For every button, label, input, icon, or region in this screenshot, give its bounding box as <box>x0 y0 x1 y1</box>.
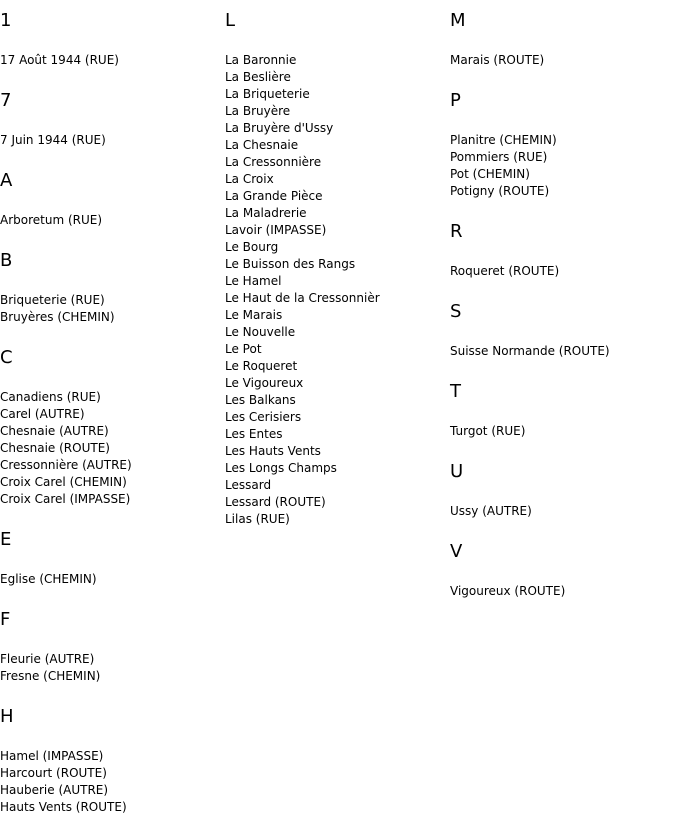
street-link[interactable]: Ussy (AUTRE) <box>450 504 532 518</box>
section-letter-heading: A <box>0 170 13 191</box>
street-list <box>0 212 225 229</box>
street-list <box>450 503 675 520</box>
street-list <box>450 52 675 69</box>
street-link[interactable]: Le Vigoureux <box>225 376 304 390</box>
street-link[interactable]: Planitre (CHEMIN) <box>450 133 557 147</box>
letter-section <box>450 381 675 440</box>
street-link[interactable]: Pot (CHEMIN) <box>450 167 530 181</box>
street-link[interactable]: Chesnaie (AUTRE) <box>0 424 109 438</box>
street-link[interactable]: La Bruyère <box>225 104 291 118</box>
street-link[interactable]: Les Longs Champs <box>225 461 337 475</box>
street-link[interactable]: La Maladrerie <box>225 206 307 220</box>
section-letter-heading: T <box>450 381 461 402</box>
street-list <box>450 132 675 200</box>
street-list <box>0 651 225 685</box>
letter-section <box>450 301 675 360</box>
letter-section <box>0 706 225 816</box>
street-list <box>450 263 675 280</box>
street-link[interactable]: Le Roqueret <box>225 359 298 373</box>
street-link[interactable]: Carel (AUTRE) <box>0 407 85 421</box>
section-letter-heading: C <box>0 347 13 368</box>
street-link[interactable]: Chesnaie (ROUTE) <box>0 441 110 455</box>
street-link[interactable]: Canadiens (RUE) <box>0 390 101 404</box>
street-link[interactable]: Lilas (RUE) <box>225 512 290 526</box>
street-link[interactable]: Croix Carel (IMPASSE) <box>0 492 131 506</box>
section-letter-heading: R <box>450 221 463 242</box>
letter-section <box>0 10 225 69</box>
street-link[interactable]: Potigny (ROUTE) <box>450 184 550 198</box>
street-link[interactable]: Les Entes <box>225 427 283 441</box>
street-link[interactable]: 17 Août 1944 (RUE) <box>0 53 119 67</box>
letter-section <box>0 250 225 326</box>
section-letter-heading: M <box>450 10 466 31</box>
street-link[interactable]: Briqueterie (RUE) <box>0 293 105 307</box>
letter-section <box>450 461 675 520</box>
street-link[interactable]: Hauberie (AUTRE) <box>0 783 109 797</box>
street-link[interactable]: Vigoureux (ROUTE) <box>450 584 566 598</box>
letter-section <box>450 90 675 200</box>
street-link[interactable]: Suisse Normande (ROUTE) <box>450 344 610 358</box>
street-list <box>0 52 225 69</box>
street-link[interactable]: La Beslière <box>225 70 291 84</box>
section-letter-heading: H <box>0 706 14 727</box>
section-letter-heading: L <box>225 10 236 31</box>
street-link[interactable]: La Cressonnière <box>225 155 322 169</box>
section-letter-heading: P <box>450 90 461 111</box>
section-letter-heading: 1 <box>0 10 12 31</box>
street-link[interactable]: Le Buisson des Rangs <box>225 257 356 271</box>
street-index-column <box>450 0 675 621</box>
street-link[interactable]: Le Pot <box>225 342 262 356</box>
street-index-column <box>225 0 450 549</box>
section-letter-heading: B <box>0 250 13 271</box>
street-list <box>0 571 225 588</box>
street-link[interactable]: Pommiers (RUE) <box>450 150 548 164</box>
street-list <box>450 343 675 360</box>
street-link[interactable]: Les Balkans <box>225 393 296 407</box>
street-link[interactable]: Marais (ROUTE) <box>450 53 545 67</box>
street-link[interactable]: Lessard (ROUTE) <box>225 495 326 509</box>
street-link[interactable]: Le Hamel <box>225 274 282 288</box>
street-link[interactable]: La Bruyère d'Ussy <box>225 121 334 135</box>
street-link[interactable]: Lessard <box>225 478 272 492</box>
street-link[interactable]: Fleurie (AUTRE) <box>0 652 95 666</box>
street-list <box>450 423 675 440</box>
street-link[interactable]: La Grande Pièce <box>225 189 323 203</box>
street-link[interactable]: Cressonnière (AUTRE) <box>0 458 132 472</box>
section-letter-heading: F <box>0 609 11 630</box>
street-link[interactable]: Le Haut de la Cressonnièr <box>225 291 380 305</box>
street-link[interactable]: Harcourt (ROUTE) <box>0 766 107 780</box>
street-link[interactable]: La Briqueterie <box>225 87 310 101</box>
letter-section <box>450 10 675 69</box>
street-link[interactable]: Les Hauts Vents <box>225 444 321 458</box>
section-letter-heading: U <box>450 461 464 482</box>
street-link[interactable]: Bruyères (CHEMIN) <box>0 310 115 324</box>
street-link[interactable]: Arboretum (RUE) <box>0 213 103 227</box>
street-link[interactable]: Hamel (IMPASSE) <box>0 749 104 763</box>
letter-section <box>0 347 225 508</box>
street-link[interactable]: Roqueret (ROUTE) <box>450 264 560 278</box>
street-link[interactable]: Lavoir (IMPASSE) <box>225 223 327 237</box>
street-link[interactable]: Turgot (RUE) <box>450 424 526 438</box>
street-index-column <box>0 0 225 837</box>
street-link[interactable]: Croix Carel (CHEMIN) <box>0 475 127 489</box>
street-link[interactable]: Hauts Vents (ROUTE) <box>0 800 127 814</box>
street-link[interactable]: Le Bourg <box>225 240 279 254</box>
section-letter-heading: 7 <box>0 90 12 111</box>
street-link[interactable]: Le Marais <box>225 308 283 322</box>
street-link[interactable]: 7 Juin 1944 (RUE) <box>0 133 106 147</box>
street-list <box>0 748 225 816</box>
street-link[interactable]: La Chesnaie <box>225 138 299 152</box>
letter-section <box>225 10 450 528</box>
section-letter-heading: V <box>450 541 463 562</box>
street-list <box>0 292 225 326</box>
street-link[interactable]: Fresne (CHEMIN) <box>0 669 101 683</box>
letter-section <box>0 90 225 149</box>
section-letter-heading: S <box>450 301 462 322</box>
street-list <box>450 583 675 600</box>
street-link[interactable]: La Croix <box>225 172 274 186</box>
letter-section <box>0 170 225 229</box>
letter-section <box>0 609 225 685</box>
street-link[interactable]: Le Nouvelle <box>225 325 296 339</box>
letter-section <box>450 541 675 600</box>
street-list <box>0 132 225 149</box>
section-letter-heading: E <box>0 529 12 550</box>
letter-section <box>450 221 675 280</box>
street-link[interactable]: Eglise (CHEMIN) <box>0 572 97 586</box>
letter-section <box>0 529 225 588</box>
street-list <box>0 389 225 508</box>
street-link[interactable]: Les Cerisiers <box>225 410 302 424</box>
street-list <box>225 52 450 528</box>
street-link[interactable]: La Baronnie <box>225 53 297 67</box>
